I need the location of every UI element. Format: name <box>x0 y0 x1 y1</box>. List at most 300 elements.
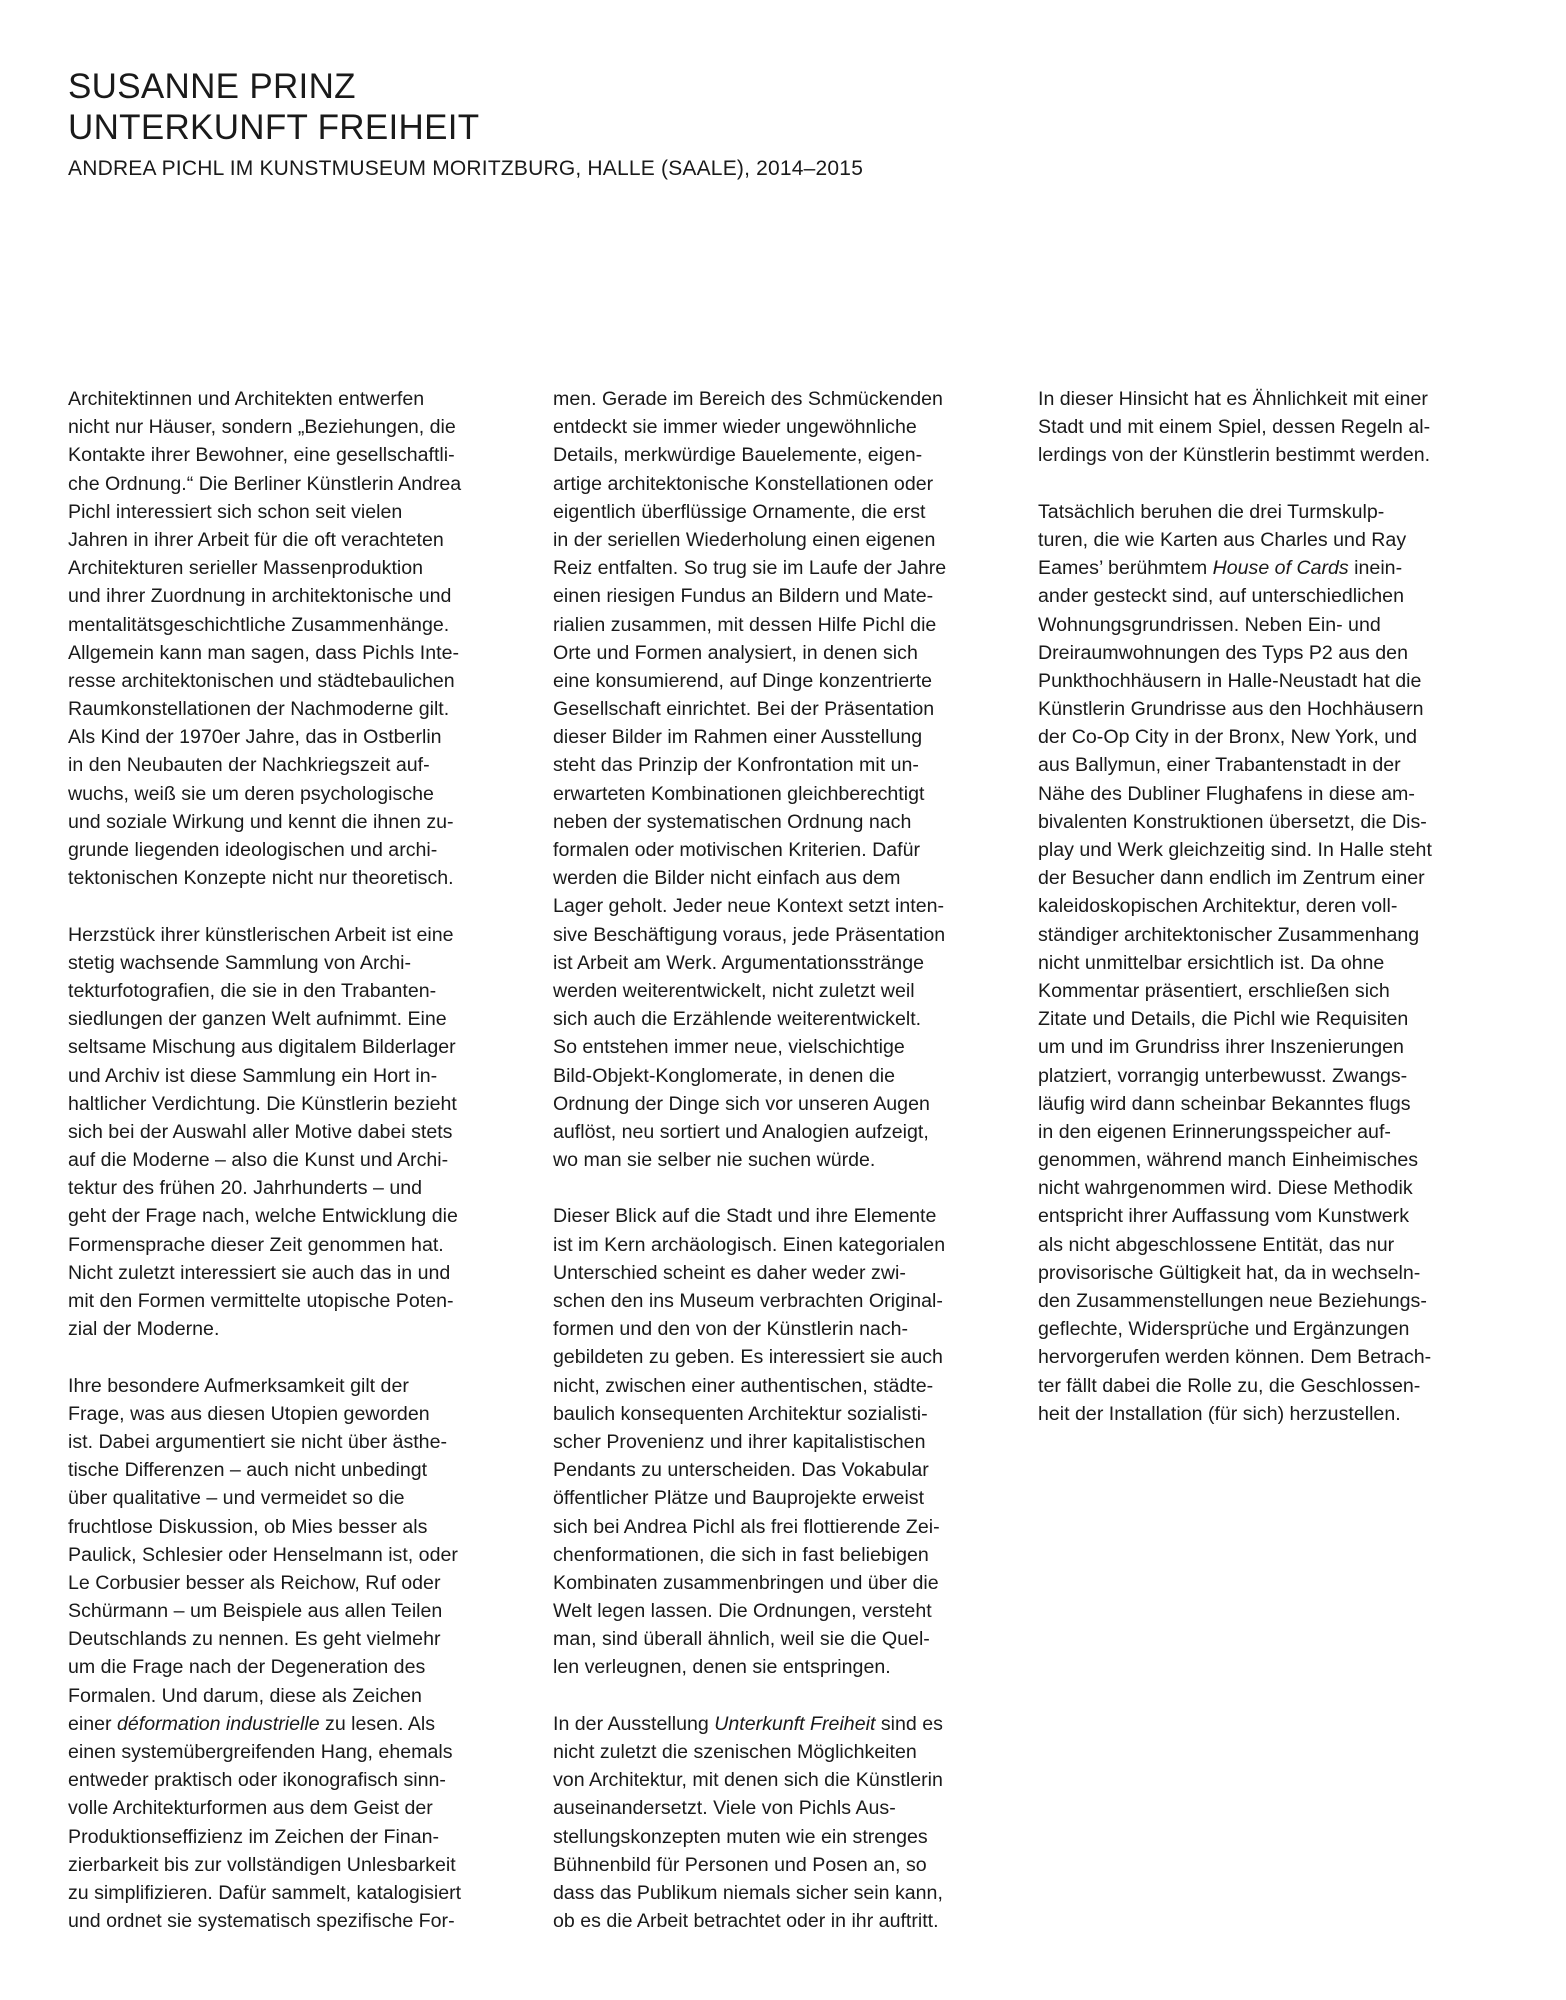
text-run: ständiger architektonischer Zusammenhang <box>1038 923 1420 946</box>
text-line <box>1038 498 1474 526</box>
text-line <box>1038 1343 1474 1371</box>
text-run: Pendants zu unterscheiden. Das Vokabular <box>553 1459 929 1482</box>
text-run: Dreiraumwohnungen des Typs P2 aus den <box>1038 641 1408 664</box>
text-run: scher Provenienz und ihrer kapitalistischen <box>553 1430 926 1453</box>
text-line <box>68 1879 504 1907</box>
text-run: heit der Installation (für sich) herzustellen. <box>1038 1402 1401 1425</box>
text-line <box>1038 526 1474 554</box>
text-run: Stadt und mit einem Spiel, dessen Regeln al- <box>1038 416 1431 439</box>
text-line <box>68 1202 504 1230</box>
text-run: eigentlich überflüssige Ornamente, die erst <box>553 500 926 523</box>
text-run: men. Gerade im Bereich des Schmückenden <box>553 388 943 410</box>
text-line <box>68 836 504 864</box>
text-run: sive Beschäftigung voraus, jede Präsentation <box>553 923 946 946</box>
text-run: Architektinnen und Architekten entwerfen <box>68 388 425 410</box>
text-run: Herzstück ihrer künstlerischen Arbeit ist eine <box>68 923 454 946</box>
text-line <box>553 385 989 413</box>
text-run: genommen, während manch Einheimisches <box>1038 1149 1419 1172</box>
text-line <box>68 667 504 695</box>
text-run: sich bei Andrea Pichl als frei flottierende Zei- <box>553 1515 940 1538</box>
italic-title: Unterkunft Freiheit <box>714 1712 876 1735</box>
text-run: nicht zuletzt die szenischen Möglichkeiten <box>553 1741 917 1763</box>
text-line <box>1038 413 1474 441</box>
paragraph <box>1038 498 1474 1428</box>
text-line <box>553 1259 989 1287</box>
text-line <box>68 949 504 977</box>
text-run: auseinandersetzt. Viele von Pichls Aus- <box>553 1797 896 1820</box>
text-run: ter fällt dabei die Rolle zu, die Geschlossen- <box>1038 1374 1421 1397</box>
text-line <box>68 1315 504 1343</box>
text-line <box>553 1343 989 1371</box>
text-run: entdeckt sie immer wieder ungewöhnliche <box>553 416 917 439</box>
text-run: Architekturen serieller Massenproduktion <box>68 557 424 580</box>
text-line <box>553 1428 989 1456</box>
text-line <box>553 1851 989 1879</box>
article-header <box>68 66 1508 182</box>
text-run: Unterschied scheint es daher weder zwi- <box>553 1261 906 1284</box>
text-run: baulich konsequenten Architektur sozialisti- <box>553 1402 928 1425</box>
text-run: aus Ballymun, einer Trabantenstadt in der <box>1038 754 1401 777</box>
text-run: nicht, zwischen einer authentischen, städte- <box>553 1374 934 1397</box>
text-run: ist im Kern archäologisch. Einen kategorialen <box>553 1233 946 1256</box>
text-line <box>553 1400 989 1428</box>
text-line <box>1038 1287 1474 1315</box>
paragraph-gap <box>68 892 504 920</box>
text-line <box>68 1090 504 1118</box>
text-run: seltsame Mischung aus digitalem Bilderlager <box>68 1036 456 1059</box>
text-run: tektur des frühen 20. Jahrhunderts – und <box>68 1177 423 1200</box>
text-run: einen systemübergreifenden Hang, ehemals <box>68 1741 453 1763</box>
text-run: play und Werk gleichzeitig sind. In Halle steht <box>1038 839 1432 861</box>
text-line <box>553 723 989 751</box>
text-run: nicht wahrgenommen wird. Diese Methodik <box>1038 1177 1413 1200</box>
text-line <box>553 1456 989 1484</box>
text-run: siedlungen der ganzen Welt aufnimmt. Eine <box>68 1008 447 1031</box>
text-run: Punkthochhäusern in Halle-Neustadt hat die <box>1038 669 1422 692</box>
text-line <box>68 1428 504 1456</box>
text-line <box>1038 667 1474 695</box>
italic-title: House of Cards <box>1212 557 1349 580</box>
paragraph <box>553 1710 989 1936</box>
text-line <box>553 836 989 864</box>
text-line <box>68 1541 504 1569</box>
text-line <box>553 1315 989 1343</box>
text-line <box>68 526 504 554</box>
text-run: auflöst, neu sortiert und Analogien aufzeigt, <box>553 1120 929 1143</box>
text-line <box>1038 780 1474 808</box>
text-line <box>553 1484 989 1512</box>
text-run: Jahren in ihrer Arbeit für die oft verachteten <box>68 528 444 551</box>
text-run: Als Kind der 1970er Jahre, das in Ostberlin <box>68 726 442 749</box>
paragraph-gap <box>553 1174 989 1202</box>
text-run: turen, die wie Karten aus Charles und Ray <box>1038 528 1407 551</box>
text-run: inein- <box>1348 557 1403 580</box>
text-line <box>68 864 504 892</box>
text-run: In der Ausstellung <box>553 1712 715 1735</box>
text-column-1 <box>68 385 504 1935</box>
text-line <box>68 1146 504 1174</box>
text-line <box>1038 751 1474 779</box>
text-line <box>1038 611 1474 639</box>
paragraph <box>1038 385 1474 470</box>
text-line <box>68 1794 504 1822</box>
text-line <box>68 1372 504 1400</box>
text-run: Bild-Objekt-Konglomerate, in denen die <box>553 1064 896 1087</box>
text-run: Ihre besondere Aufmerksamkeit gilt der <box>68 1374 409 1397</box>
text-line <box>68 1625 504 1653</box>
paragraph-gap <box>553 1682 989 1710</box>
text-line <box>1038 1174 1474 1202</box>
text-run: der Co-Op City in der Bronx, New York, und <box>1038 726 1417 749</box>
text-run: mentalitätsgeschichtliche Zusammenhänge. <box>68 613 450 636</box>
text-line <box>553 1794 989 1822</box>
text-line <box>1038 1315 1474 1343</box>
text-line <box>553 1907 989 1935</box>
text-run: Nicht zuletzt interessiert sie auch das in und <box>68 1261 451 1284</box>
text-run: ob es die Arbeit betrachtet oder in ihr auftritt. <box>553 1910 939 1933</box>
text-line <box>68 1710 504 1738</box>
text-run: läufig wird dann scheinbar Bekanntes flugs <box>1038 1092 1411 1115</box>
text-line <box>553 1202 989 1230</box>
text-run: bivalenten Konstruktionen übersetzt, die Dis- <box>1038 810 1427 833</box>
text-line <box>553 977 989 1005</box>
text-line <box>553 667 989 695</box>
text-run: Gesellschaft einrichtet. Bei der Präsentation <box>553 698 935 721</box>
text-run: neben der systematischen Ordnung nach <box>553 810 912 833</box>
text-line <box>553 695 989 723</box>
text-line <box>1038 892 1474 920</box>
text-run: formalen oder motivischen Kriterien. Dafür <box>553 839 920 861</box>
text-line <box>553 1062 989 1090</box>
text-line <box>1038 949 1474 977</box>
text-line <box>553 1287 989 1315</box>
text-run: mit den Formen vermittelte utopische Poten- <box>68 1290 454 1312</box>
text-run: Formensprache dieser Zeit genommen hat. <box>68 1233 444 1256</box>
text-line <box>68 1062 504 1090</box>
text-line <box>553 1625 989 1653</box>
text-line <box>553 808 989 836</box>
text-line <box>68 582 504 610</box>
text-run: und ihrer Zuordnung in architektonische und <box>68 585 452 608</box>
text-line <box>553 864 989 892</box>
text-run: zierbarkeit bis zur vollständigen Unlesbarkeit <box>68 1853 456 1876</box>
text-line <box>68 554 504 582</box>
text-run: artige architektonische Konstellationen oder <box>553 472 934 495</box>
text-line <box>1038 1372 1474 1400</box>
text-run: öffentlicher Plätze und Bauprojekte erweist <box>553 1487 925 1510</box>
text-run: Pichl interessiert sich schon seit vielen <box>68 500 403 523</box>
text-column-3 <box>1038 385 1474 1428</box>
text-run: erwarteten Kombinationen gleichberechtigt <box>553 782 925 805</box>
text-run: len verleugnen, denen sie entspringen. <box>553 1656 891 1679</box>
text-run: zu simplifizieren. Dafür sammelt, katalogisiert <box>68 1881 462 1904</box>
text-run: ist. Dabei argumentiert sie nicht über ästhe- <box>68 1430 447 1453</box>
text-line <box>1038 1400 1474 1428</box>
text-run: Details, merkwürdige Bauelemente, eigen- <box>553 444 923 467</box>
text-line <box>68 1823 504 1851</box>
text-run: schen den ins Museum verbrachten Original- <box>553 1290 943 1312</box>
text-run: werden die Bilder nicht einfach aus dem <box>553 867 901 890</box>
text-line <box>1038 1202 1474 1230</box>
text-line <box>68 1174 504 1202</box>
paragraph <box>68 921 504 1344</box>
text-run: einer <box>68 1712 118 1735</box>
text-line <box>553 1738 989 1766</box>
text-run: den Zusammenstellungen neue Beziehungs- <box>1038 1290 1427 1312</box>
text-line <box>68 723 504 751</box>
text-line <box>1038 808 1474 836</box>
text-run: resse architektonischen und städtebaulichen <box>68 669 455 692</box>
paragraph <box>68 1372 504 1936</box>
text-line <box>1038 723 1474 751</box>
text-line <box>553 1569 989 1597</box>
text-run: nicht unmittelbar ersichtlich ist. Da ohne <box>1038 951 1385 974</box>
text-run: auf die Moderne – also die Kunst und Archi- <box>68 1149 449 1172</box>
text-line <box>1038 836 1474 864</box>
text-run: entweder praktisch oder ikonografisch sinn- <box>68 1769 446 1792</box>
text-line <box>1038 441 1474 469</box>
text-line <box>1038 921 1474 949</box>
text-run: formen und den von der Künstlerin nach- <box>553 1318 909 1341</box>
text-line <box>1038 385 1474 413</box>
text-run: steht das Prinzip der Konfrontation mit un- <box>553 754 919 777</box>
text-run: und soziale Wirkung und kennt die ihnen zu- <box>68 810 454 833</box>
text-line <box>553 1597 989 1625</box>
text-run: zial der Moderne. <box>68 1318 220 1341</box>
text-run: provisorische Gültigkeit hat, da in wechseln- <box>1038 1261 1421 1284</box>
text-line <box>553 554 989 582</box>
text-run: ist Arbeit am Werk. Argumentationsstränge <box>553 951 924 974</box>
text-line <box>553 441 989 469</box>
text-run: Zitate und Details, die Pichl wie Requisiten <box>1038 1008 1409 1031</box>
text-run: platziert, vorrangig unterbewusst. Zwangs- <box>1038 1064 1408 1087</box>
text-run: in der seriellen Wiederholung einen eigenen <box>553 528 936 551</box>
text-line <box>553 1513 989 1541</box>
text-run: man, sind überall ähnlich, weil sie die Quel- <box>553 1628 930 1651</box>
text-line <box>68 1513 504 1541</box>
text-run: Reiz entfalten. So trug sie im Laufe der Jahre <box>553 557 947 580</box>
text-run: gebildeten zu geben. Es interessiert sie auch <box>553 1346 943 1369</box>
text-line <box>68 1033 504 1061</box>
text-run: rialien zusammen, mit dessen Hilfe Pichl die <box>553 613 937 636</box>
text-line <box>553 1090 989 1118</box>
paragraph-gap <box>1038 470 1474 498</box>
paragraph-gap <box>68 1343 504 1371</box>
italic-title: déformation industrielle <box>117 1712 320 1735</box>
text-line <box>68 1484 504 1512</box>
text-run: um die Frage nach der Degeneration des <box>68 1656 426 1679</box>
text-line <box>1038 695 1474 723</box>
text-run: Wohnungsgrundrissen. Neben Ein- und <box>1038 613 1381 636</box>
text-run: Nähe des Dubliner Flughafens in diese am- <box>1038 782 1415 805</box>
text-line <box>553 1033 989 1061</box>
text-run: Kommentar präsentiert, erschließen sich <box>1038 979 1390 1002</box>
text-run: kaleidoskopischen Architektur, deren voll- <box>1038 895 1398 918</box>
text-line <box>68 1653 504 1681</box>
text-line <box>553 1541 989 1569</box>
text-run: Paulick, Schlesier oder Henselmann ist, oder <box>68 1543 458 1566</box>
text-line <box>68 385 504 413</box>
text-line <box>68 1005 504 1033</box>
text-line <box>68 1118 504 1146</box>
text-run: werden weiterentwickelt, nicht zuletzt weil <box>553 979 915 1002</box>
text-run: Kombinaten zusammenbringen und über die <box>553 1571 939 1594</box>
text-line <box>1038 554 1474 582</box>
paragraph <box>68 385 504 892</box>
text-line <box>1038 1259 1474 1287</box>
text-line <box>68 413 504 441</box>
text-run: Formalen. Und darum, diese als Zeichen <box>68 1684 422 1707</box>
text-line <box>68 1766 504 1794</box>
text-run: wuchs, weiß sie um deren psychologische <box>68 782 434 805</box>
text-run: eine konsumierend, auf Dinge konzentrierte <box>553 669 933 692</box>
text-line <box>68 1907 504 1935</box>
text-run: sich auch die Erzählende weiterentwickelt. <box>553 1008 922 1031</box>
text-line <box>68 441 504 469</box>
text-line <box>553 751 989 779</box>
text-line <box>1038 582 1474 610</box>
text-line <box>68 1456 504 1484</box>
article-title: UNTERKUNFT FREIHEIT <box>68 108 480 147</box>
text-line <box>553 1766 989 1794</box>
text-line <box>68 1682 504 1710</box>
text-run: in den eigenen Erinnerungsspeicher auf- <box>1038 1120 1391 1143</box>
text-line <box>68 1259 504 1287</box>
text-column-2 <box>553 385 989 1935</box>
text-line <box>68 611 504 639</box>
text-run: und Archiv ist diese Sammlung ein Hort in- <box>68 1064 438 1087</box>
author-name: SUSANNE PRINZ <box>68 67 356 106</box>
text-line <box>553 498 989 526</box>
text-line <box>553 921 989 949</box>
text-run: Dieser Blick auf die Stadt und ihre Elemente <box>553 1205 937 1228</box>
text-run: sich bei der Auswahl aller Motive dabei stets <box>68 1120 453 1143</box>
text-run: stetig wachsende Sammlung von Archi- <box>68 951 412 974</box>
text-line <box>68 1851 504 1879</box>
text-line <box>68 1287 504 1315</box>
text-line <box>553 1823 989 1851</box>
text-line <box>1038 1118 1474 1146</box>
text-line <box>1038 639 1474 667</box>
text-run: dass das Publikum niemals sicher sein kann, <box>553 1881 943 1904</box>
text-line <box>553 892 989 920</box>
text-line <box>68 1569 504 1597</box>
text-run: der Besucher dann endlich im Zentrum einer <box>1038 867 1425 890</box>
text-run: Allgemein kann man sagen, dass Pichls Inte- <box>68 641 459 664</box>
text-run: einen riesigen Fundus an Bildern und Mate- <box>553 585 934 608</box>
text-line <box>553 1372 989 1400</box>
text-run: In dieser Hinsicht hat es Ähnlichkeit mit einer <box>1038 388 1428 410</box>
text-line <box>1038 1090 1474 1118</box>
text-line <box>553 1653 989 1681</box>
text-run: Produktionseffizienz im Zeichen der Finan- <box>68 1825 440 1848</box>
text-line <box>1038 1231 1474 1259</box>
text-run: hervorgerufen werden können. Dem Betrach- <box>1038 1346 1432 1369</box>
paragraph <box>553 1202 989 1681</box>
text-run: über qualitative – und vermeidet so die <box>68 1487 405 1510</box>
text-run: nicht nur Häuser, sondern „Beziehungen, die <box>68 416 456 439</box>
text-line <box>68 921 504 949</box>
text-run: geht der Frage nach, welche Entwicklung die <box>68 1205 458 1228</box>
text-run: als nicht abgeschlossene Entität, das nur <box>1038 1233 1395 1256</box>
text-line <box>553 611 989 639</box>
text-run: in den Neubauten der Nachkriegszeit auf- <box>68 754 430 777</box>
text-line <box>68 1597 504 1625</box>
text-line <box>68 751 504 779</box>
text-line <box>553 949 989 977</box>
text-run: Le Corbusier besser als Reichow, Ruf oder <box>68 1571 441 1594</box>
text-line <box>553 413 989 441</box>
text-line <box>68 470 504 498</box>
text-run: Schürmann – um Beispiele aus allen Teilen <box>68 1600 443 1623</box>
text-line <box>68 1400 504 1428</box>
text-line <box>68 977 504 1005</box>
text-run: geflechte, Widersprüche und Ergänzungen <box>1038 1318 1410 1341</box>
text-line <box>553 1879 989 1907</box>
text-line <box>68 808 504 836</box>
text-run: Orte und Formen analysiert, in denen sich <box>553 641 918 664</box>
text-line <box>553 1118 989 1146</box>
text-run: haltlicher Verdichtung. Die Künstlerin bezieht <box>68 1092 457 1115</box>
text-line <box>553 639 989 667</box>
text-line <box>1038 1062 1474 1090</box>
text-run: Kontakte ihrer Bewohner, eine gesellschaftli- <box>68 444 455 467</box>
text-run: wo man sie selber nie suchen würde. <box>553 1149 876 1172</box>
text-run: um und im Grundriss ihrer Inszenierungen <box>1038 1036 1404 1059</box>
article-subtitle: ANDREA PICHL IM KUNSTMUSEUM MORITZBURG, HALLE (SAALE), 2014–2015 <box>68 157 864 180</box>
text-run: Ordnung der Dinge sich vor unseren Augen <box>553 1092 930 1115</box>
text-line <box>1038 1033 1474 1061</box>
article-body <box>68 385 1498 1970</box>
text-run: von Architektur, mit denen sich die Künstlerin <box>553 1769 943 1792</box>
text-run: dieser Bilder im Rahmen einer Ausstellung <box>553 726 923 749</box>
text-line <box>68 1231 504 1259</box>
text-line <box>68 498 504 526</box>
text-run: ander gesteckt sind, auf unterschiedlichen <box>1038 585 1404 608</box>
text-run: Raumkonstellationen der Nachmoderne gilt. <box>68 698 450 721</box>
text-line <box>553 582 989 610</box>
text-line <box>553 780 989 808</box>
text-line <box>68 695 504 723</box>
text-line <box>553 1710 989 1738</box>
text-run: tektonischen Konzepte nicht nur theoretisch. <box>68 867 454 890</box>
text-run: Eames’ berühmtem <box>1038 557 1213 580</box>
text-line <box>553 1146 989 1174</box>
text-run: volle Architekturformen aus dem Geist der <box>68 1797 433 1820</box>
text-run: Künstlerin Grundrisse aus den Hochhäusern <box>1038 698 1424 721</box>
text-run: Tatsächlich beruhen die drei Turmskulp- <box>1038 500 1385 523</box>
text-line <box>1038 1146 1474 1174</box>
text-run: che Ordnung.“ Die Berliner Künstlerin Andrea <box>68 472 462 495</box>
text-line <box>1038 977 1474 1005</box>
text-line <box>68 1738 504 1766</box>
text-line <box>553 1005 989 1033</box>
text-run: So entstehen immer neue, vielschichtige <box>553 1036 905 1059</box>
paragraph <box>553 385 989 1174</box>
text-run: fruchtlose Diskussion, ob Mies besser als <box>68 1515 428 1538</box>
text-line <box>553 526 989 554</box>
text-line <box>1038 864 1474 892</box>
text-run: Deutschlands zu nennen. Es geht vielmehr <box>68 1628 441 1651</box>
text-line <box>68 639 504 667</box>
text-run: tekturfotografien, die sie in den Trabanten- <box>68 979 437 1002</box>
text-run: zu lesen. Als <box>319 1712 436 1735</box>
text-run: lerdings von der Künstlerin bestimmt werden. <box>1038 444 1431 467</box>
text-line <box>68 780 504 808</box>
text-run: Lager geholt. Jeder neue Kontext setzt inten- <box>553 895 945 918</box>
text-run: Welt legen lassen. Die Ordnungen, versteht <box>553 1600 932 1623</box>
text-run: entspricht ihrer Auffassung vom Kunstwerk <box>1038 1205 1410 1228</box>
